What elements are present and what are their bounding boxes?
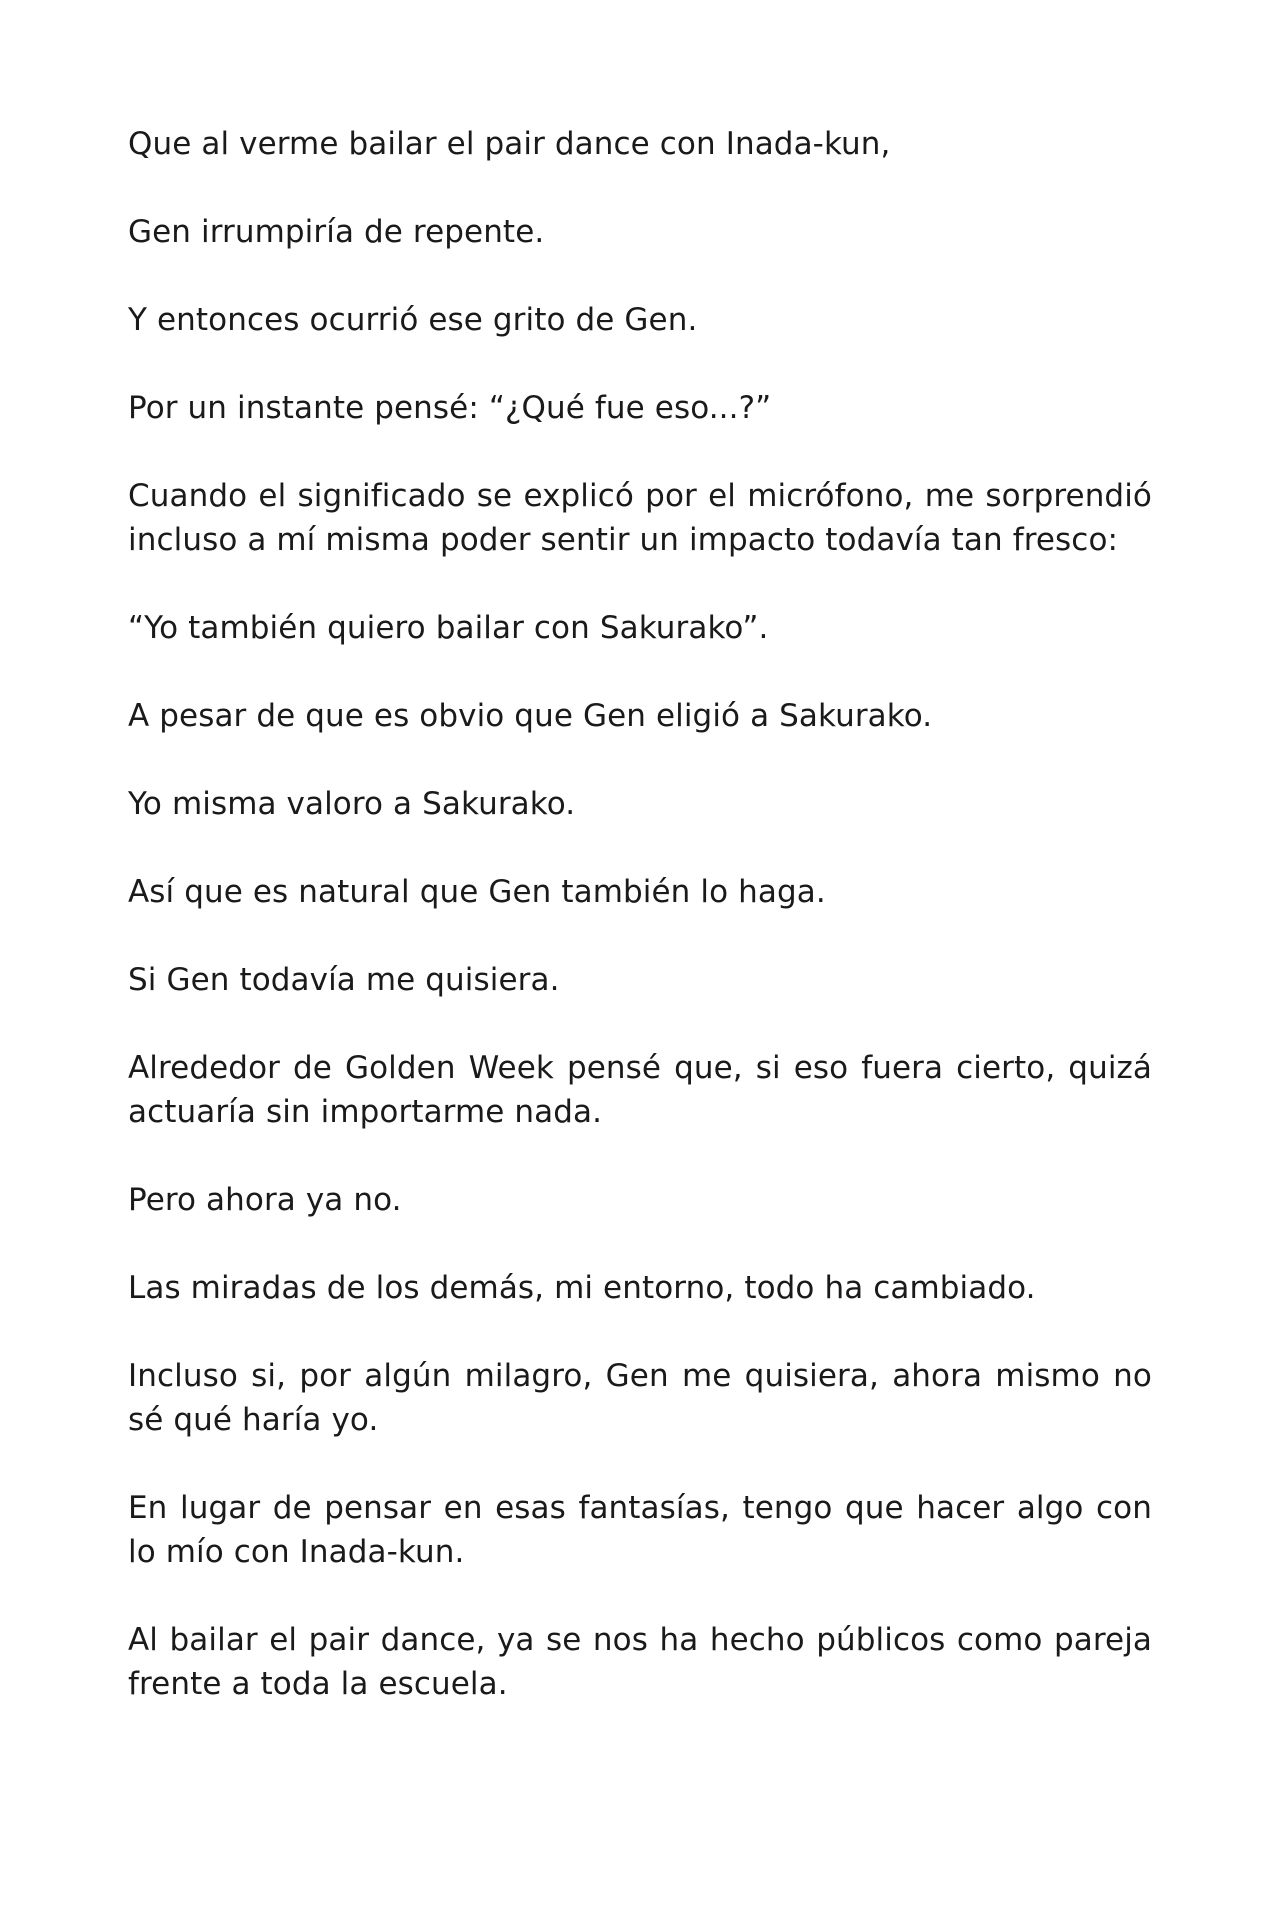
paragraph: Por un instante pensé: “¿Qué fue eso...?” (128, 390, 772, 426)
paragraph: “Yo también quiero bailar con Sakurako”. (128, 610, 769, 646)
paragraph: En lugar de pensar en esas fantasías, tengo que hacer algo con lo mío con Inada-kun. (128, 1490, 1152, 1570)
paragraph: Alrededor de Golden Week pensé que, si eso fuera cierto, quizá actuaría sin importarme nada. (128, 1050, 1152, 1130)
body-text (128, 122, 1152, 1750)
paragraph: Y entonces ocurrió ese grito de Gen. (128, 302, 698, 338)
paragraph: Al bailar el pair dance, ya se nos ha hecho públicos como pareja frente a toda la escuela. (128, 1622, 1152, 1702)
paragraph: A pesar de que es obvio que Gen eligió a Sakurako. (128, 698, 933, 734)
paragraph: Pero ahora ya no. (128, 1182, 402, 1218)
paragraph: Que al verme bailar el pair dance con Inada-kun, (128, 126, 891, 162)
paragraph: Cuando el significado se explicó por el micrófono, me sorprendió incluso a mí misma poder sentir un impacto todavía tan fresco: (128, 478, 1152, 558)
paragraph: Incluso si, por algún milagro, Gen me quisiera, ahora mismo no sé qué haría yo. (128, 1358, 1152, 1438)
paragraph: Así que es natural que Gen también lo haga. (128, 874, 826, 910)
paragraph: Gen irrumpiría de repente. (128, 214, 545, 250)
paragraph: Si Gen todavía me quisiera. (128, 962, 560, 998)
paragraph: Las miradas de los demás, mi entorno, todo ha cambiado. (128, 1270, 1036, 1306)
paragraph: Yo misma valoro a Sakurako. (128, 786, 576, 822)
